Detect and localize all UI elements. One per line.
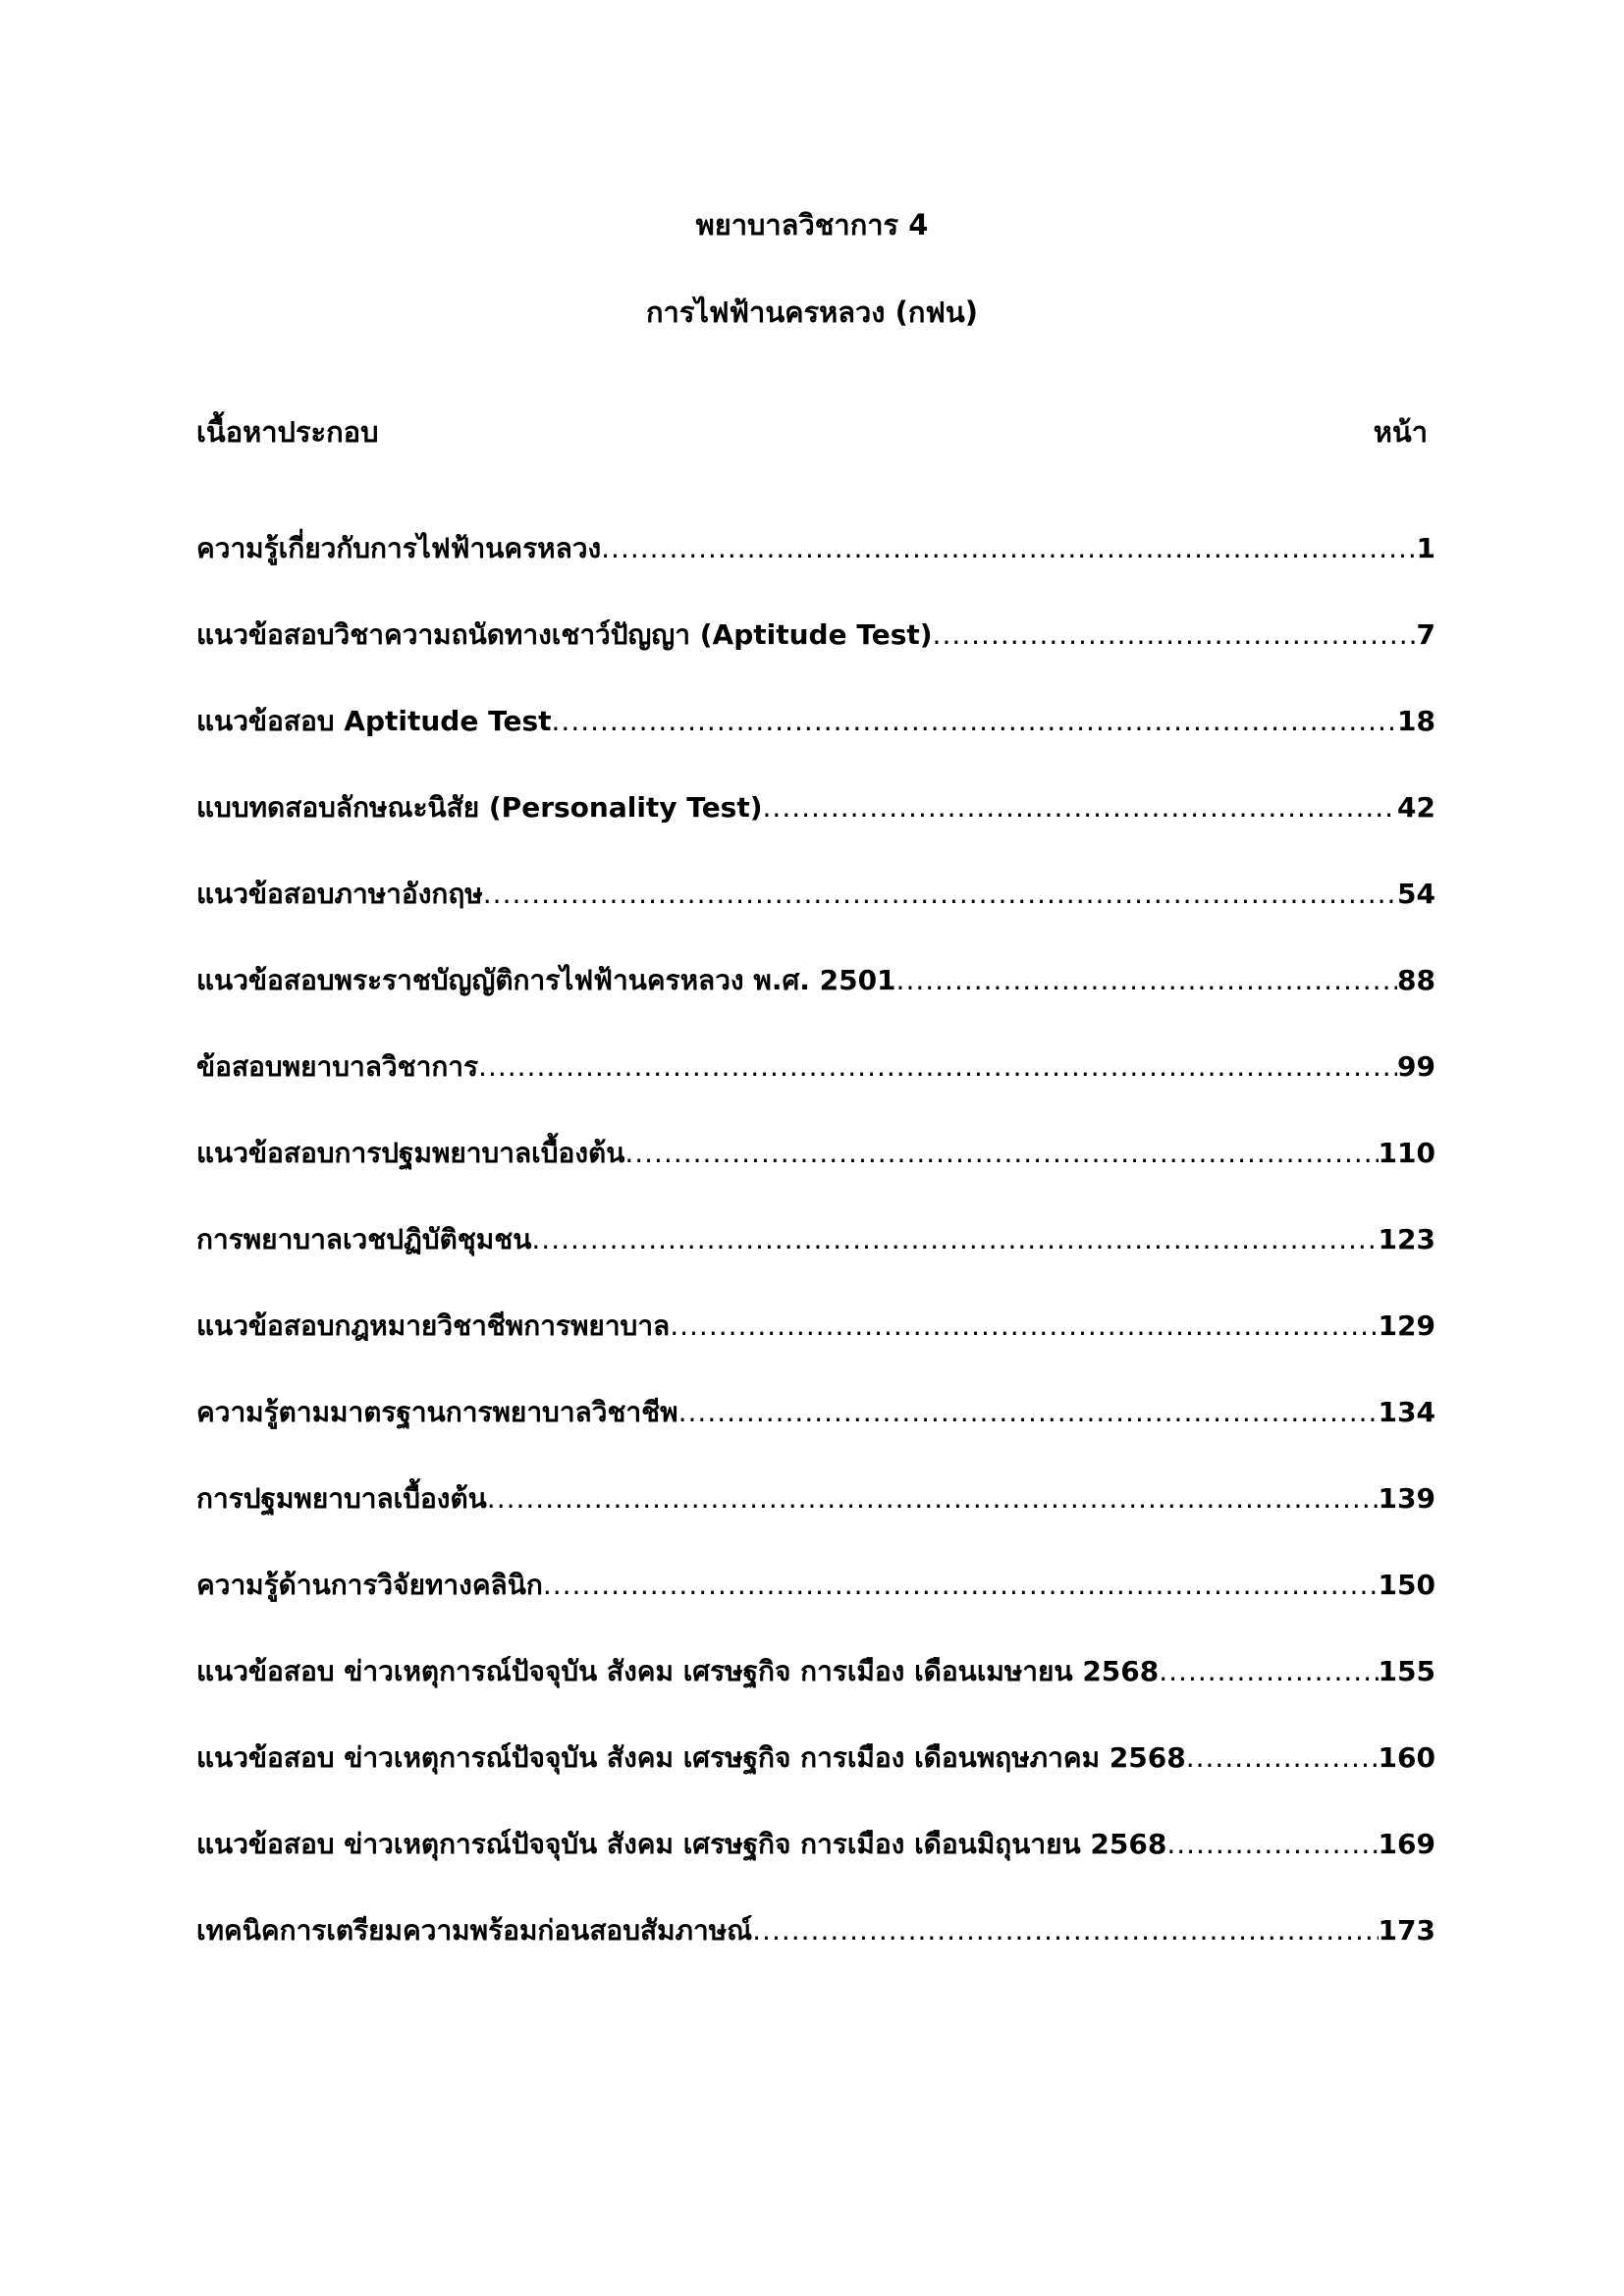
toc-entry bbox=[196, 1134, 1435, 1220]
toc-dot-leader bbox=[763, 788, 1398, 828]
toc-entry-page: 88 bbox=[1397, 964, 1435, 996]
toc-entry bbox=[196, 615, 1435, 702]
toc-dot-leader bbox=[483, 875, 1397, 914]
toc-entry-title: แบบทดสอบลักษณะนิสัย (Personality Test) bbox=[196, 791, 763, 824]
toc-dot-leader bbox=[478, 1047, 1397, 1087]
toc-entry bbox=[196, 875, 1435, 961]
toc-entry bbox=[196, 529, 1435, 615]
toc-entry bbox=[196, 1479, 1435, 1566]
toc-entry bbox=[196, 1825, 1435, 1911]
toc-entry bbox=[196, 1047, 1435, 1134]
toc-dot-leader bbox=[531, 1220, 1378, 1259]
toc-entry-title: แนวข้อสอบการปฐมพยาบาลเบื้องต้น bbox=[196, 1137, 625, 1169]
toc-entry-page: 54 bbox=[1397, 878, 1435, 910]
toc-entry bbox=[196, 702, 1435, 788]
toc-entry bbox=[196, 1652, 1435, 1738]
table-of-contents bbox=[196, 529, 1435, 1998]
toc-entry-page: 7 bbox=[1416, 618, 1435, 651]
toc-entry-title: แนวข้อสอบกฎหมายวิชาชีพการพยาบาล bbox=[196, 1309, 671, 1342]
toc-header-contents: เนื้อหาประกอบ bbox=[196, 415, 379, 449]
toc-dot-leader bbox=[933, 615, 1417, 655]
toc-dot-leader bbox=[601, 529, 1416, 568]
toc-entry-page: 129 bbox=[1378, 1309, 1435, 1342]
toc-entry-title: การพยาบาลเวชปฏิบัติชุมชน bbox=[196, 1223, 532, 1255]
toc-entry-title: แนวข้อสอบ ข่าวเหตุการณ์ปัจจุบัน สังคม เศรษฐกิจ การเมือง เดือนมิถุนายน 2568 bbox=[196, 1828, 1167, 1860]
toc-dot-leader bbox=[1166, 1825, 1378, 1864]
toc-entry-title: แนวข้อสอบภาษาอังกฤษ bbox=[196, 878, 483, 910]
toc-dot-leader bbox=[552, 702, 1398, 741]
toc-entry-title: แนวข้อสอบ ข่าวเหตุการณ์ปัจจุบัน สังคม เศรษฐกิจ การเมือง เดือนพฤษภาคม 2568 bbox=[196, 1741, 1186, 1774]
toc-header-page: หน้า bbox=[1373, 415, 1428, 449]
toc-entry bbox=[196, 1911, 1435, 1998]
toc-entry-page: 134 bbox=[1378, 1396, 1435, 1428]
toc-entry bbox=[196, 961, 1435, 1047]
toc-dot-leader bbox=[1186, 1738, 1379, 1778]
toc-dot-leader bbox=[624, 1134, 1378, 1173]
document-subtitle: การไฟฟ้านครหลวง (กฟน) bbox=[645, 295, 978, 329]
toc-dot-leader bbox=[1159, 1652, 1378, 1691]
toc-entry-title: แนวข้อสอบวิชาความถนัดทางเชาว์ปัญญา (Aptitude Test) bbox=[196, 618, 933, 651]
toc-entry-title: ความรู้เกี่ยวกับการไฟฟ้านครหลวง bbox=[196, 532, 602, 564]
toc-dot-leader bbox=[678, 1393, 1379, 1432]
toc-entry-page: 1 bbox=[1416, 532, 1435, 564]
toc-entry-page: 18 bbox=[1397, 705, 1435, 737]
toc-entry-page: 42 bbox=[1397, 791, 1435, 824]
toc-entry-title: เทคนิคการเตรียมความพร้อมก่อนสอบสัมภาษณ์ bbox=[196, 1914, 753, 1947]
toc-dot-leader bbox=[670, 1307, 1378, 1346]
toc-entry bbox=[196, 1307, 1435, 1393]
toc-entry-page: 99 bbox=[1397, 1050, 1435, 1083]
toc-entry bbox=[196, 1566, 1435, 1652]
toc-dot-leader bbox=[752, 1911, 1378, 1950]
toc-entry-title: แนวข้อสอบพระราชบัญญัติการไฟฟ้านครหลวง พ.ศ. 2501 bbox=[196, 964, 896, 996]
toc-entry-page: 155 bbox=[1378, 1655, 1435, 1687]
toc-entry-page: 160 bbox=[1378, 1741, 1435, 1774]
toc-entry bbox=[196, 1738, 1435, 1825]
toc-entry-title: การปฐมพยาบาลเบื้องต้น bbox=[196, 1482, 487, 1515]
toc-entry-title: ความรู้ด้านการวิจัยทางคลินิก bbox=[196, 1569, 543, 1601]
toc-entry-title: ความรู้ตามมาตรฐานการพยาบาลวิชาชีพ bbox=[196, 1396, 678, 1428]
toc-entry-page: 123 bbox=[1378, 1223, 1435, 1255]
toc-entry bbox=[196, 788, 1435, 875]
toc-entry-page: 139 bbox=[1378, 1482, 1435, 1515]
toc-entry-title: แนวข้อสอบ ข่าวเหตุการณ์ปัจจุบัน สังคม เศรษฐกิจ การเมือง เดือนเมษายน 2568 bbox=[196, 1655, 1160, 1687]
toc-entry bbox=[196, 1220, 1435, 1307]
toc-entry-page: 110 bbox=[1378, 1137, 1435, 1169]
toc-entry-page: 173 bbox=[1378, 1914, 1435, 1947]
toc-entry bbox=[196, 1393, 1435, 1479]
toc-dot-leader bbox=[543, 1566, 1379, 1605]
toc-entry-page: 169 bbox=[1378, 1828, 1435, 1860]
document-title: พยาบาลวิชาการ 4 bbox=[695, 208, 929, 241]
toc-dot-leader bbox=[487, 1479, 1379, 1519]
toc-header bbox=[196, 412, 1428, 452]
toc-entry-title: ข้อสอบพยาบาลวิชาการ bbox=[196, 1050, 479, 1083]
toc-dot-leader bbox=[896, 961, 1397, 1000]
toc-entry-title: แนวข้อสอบ Aptitude Test bbox=[196, 705, 552, 737]
toc-entry-page: 150 bbox=[1378, 1569, 1435, 1601]
